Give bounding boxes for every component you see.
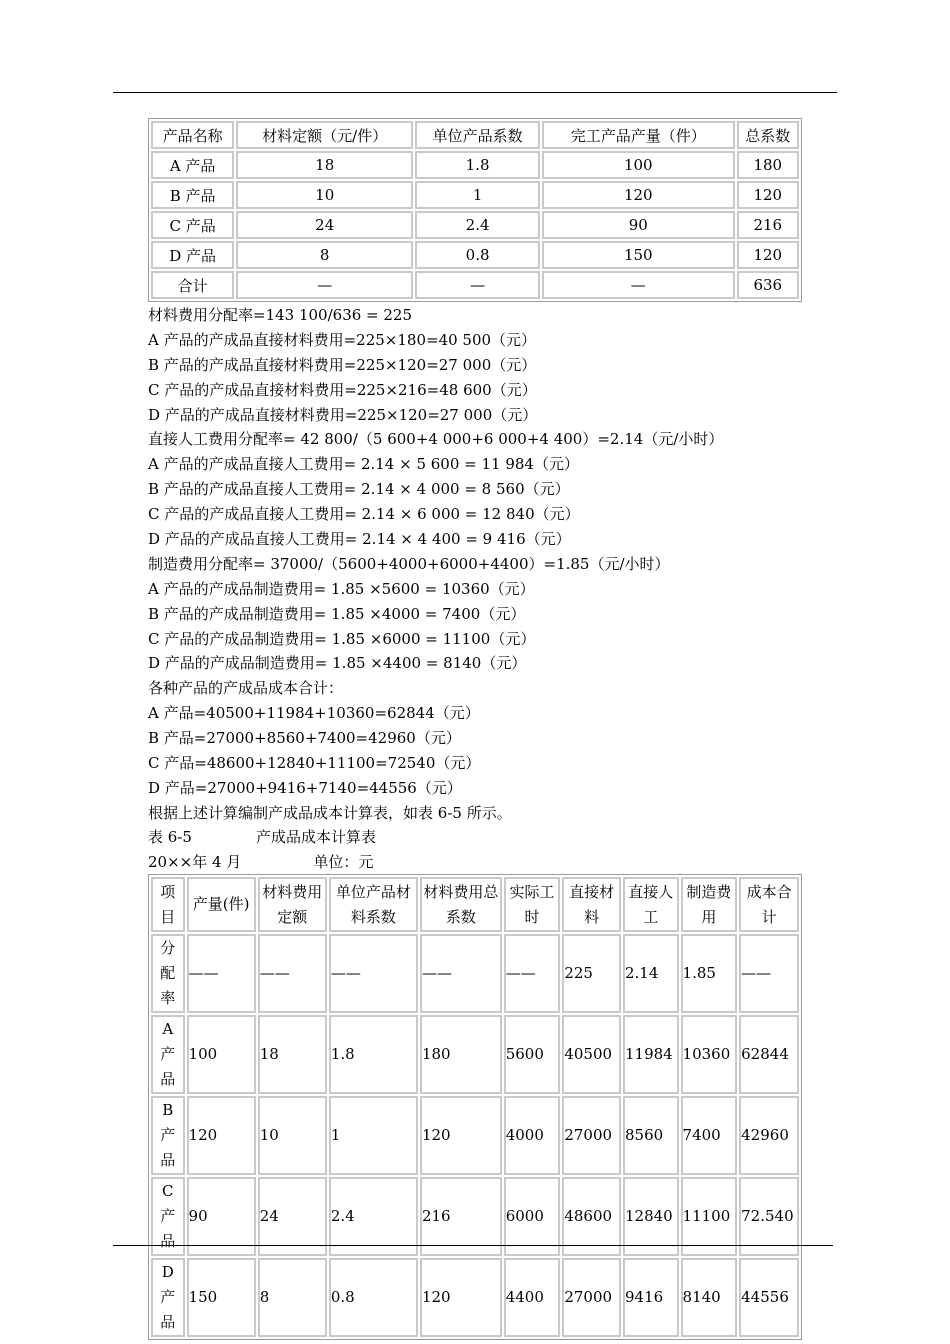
- text-line: D 产品的产成品制造费用= 1.85 ×4400 = 8140（元）: [148, 654, 527, 673]
- table-cell: 6000: [504, 1177, 561, 1256]
- table-row: [151, 211, 799, 239]
- table-cell: 150: [187, 1258, 256, 1337]
- table-cell: 27000: [562, 1258, 621, 1337]
- table-cell: 8: [258, 1258, 327, 1337]
- table-cell: A 产品: [151, 151, 234, 179]
- table-row: [151, 151, 799, 179]
- table-cell: 120: [187, 1096, 256, 1175]
- column-header: 单位产品材料系数: [329, 877, 418, 932]
- table-date: 20××年 4 月: [148, 853, 242, 871]
- table-cell: 150: [542, 241, 735, 269]
- row-label: B 产品: [151, 1096, 185, 1175]
- column-header: 材料定额（元/件）: [236, 121, 413, 149]
- table-cell: 2.14: [623, 934, 679, 1013]
- table-cell: 90: [187, 1177, 256, 1256]
- text-line: D 产品=27000+9416+7140=44556（元）: [148, 778, 462, 797]
- table-cell: 100: [542, 151, 735, 179]
- table-cell: 636: [737, 271, 799, 299]
- table-header-row: [151, 121, 799, 149]
- calculation-text: [148, 303, 828, 826]
- text-line: D 产品的产成品直接材料费用=225×120=27 000（元）: [148, 405, 538, 424]
- table-cell: 0.8: [329, 1258, 418, 1337]
- text-line: B 产品的产成品直接人工费用= 2.14 × 4 000 = 8 560（元）: [148, 480, 570, 499]
- table-row: [151, 934, 799, 1013]
- table-cell: 18: [258, 1015, 327, 1094]
- text-line: C 产品的产成品直接材料费用=225×216=48 600（元）: [148, 380, 537, 399]
- table-cell: 4000: [504, 1096, 561, 1175]
- column-header: 完工产品产量（件）: [542, 121, 735, 149]
- row-label: 分配率: [151, 934, 185, 1013]
- table-cell: 72.540: [739, 1177, 799, 1256]
- table-cell: 27000: [562, 1096, 621, 1175]
- text-line: 根据上述计算编制产成品成本计算表，如表 6-5 所示。: [148, 803, 512, 822]
- cost-calculation-table: [148, 874, 802, 1340]
- row-label: C 产品: [151, 1177, 185, 1256]
- column-header: 直接材料: [562, 877, 621, 932]
- column-header: 产品名称: [151, 121, 234, 149]
- column-header: 项目: [151, 877, 185, 932]
- table-cell: 8140: [681, 1258, 738, 1337]
- table-subcaption: [148, 851, 373, 872]
- table-cell: D 产品: [151, 241, 234, 269]
- table-cell: 180: [420, 1015, 502, 1094]
- column-header: 产量(件): [187, 877, 256, 932]
- table-cell: 120: [542, 181, 735, 209]
- table-cell: —: [236, 271, 413, 299]
- table-cell: 1: [415, 181, 540, 209]
- table-cell: 120: [420, 1096, 502, 1175]
- text-line: 材料费用分配率=143 100/636 = 225: [148, 306, 413, 324]
- text-line: C 产品的产成品制造费用= 1.85 ×6000 = 11100（元）: [148, 629, 536, 648]
- table-cell: B 产品: [151, 181, 234, 209]
- table-cell: 120: [420, 1258, 502, 1337]
- table-cell: 7400: [681, 1096, 738, 1175]
- table-cell: 42960: [739, 1096, 799, 1175]
- text-line: C 产品=48600+12840+11100=72540（元）: [148, 754, 481, 773]
- table-cell: 10360: [681, 1015, 738, 1094]
- table-cell: 1: [329, 1096, 418, 1175]
- table-cell: 216: [737, 211, 799, 239]
- table-cell: ——: [739, 934, 799, 1013]
- column-header: 成本合计: [739, 877, 799, 932]
- table-cell: ——: [504, 934, 561, 1013]
- table-cell: 0.8: [415, 241, 540, 269]
- table-cell: 225: [562, 934, 621, 1013]
- table-total-row: [151, 271, 799, 299]
- table-cell: —: [415, 271, 540, 299]
- column-header: 制造费用: [681, 877, 738, 932]
- table-cell: 2.4: [329, 1177, 418, 1256]
- text-line: 制造费用分配率= 37000/（5600+4000+6000+4400）=1.85（元/小时）: [148, 554, 670, 573]
- table-cell: ——: [329, 934, 418, 1013]
- text-line: D 产品的产成品直接人工费用= 2.14 × 4 400 = 9 416（元）: [148, 530, 571, 549]
- table-cell: 18: [236, 151, 413, 179]
- table-cell: 1.8: [329, 1015, 418, 1094]
- coefficient-table: [148, 118, 802, 302]
- text-line: B 产品的产成品制造费用= 1.85 ×4000 = 7400（元）: [148, 604, 526, 623]
- table-cell: 2.4: [415, 211, 540, 239]
- column-header: 总系数: [737, 121, 799, 149]
- row-label: D 产品: [151, 1258, 185, 1337]
- text-line: B 产品的产成品直接材料费用=225×120=27 000（元）: [148, 355, 537, 374]
- table-title: 产成品成本计算表: [255, 828, 376, 846]
- table-cell: 120: [737, 181, 799, 209]
- table-cell: 8560: [623, 1096, 679, 1175]
- table-cell: 44556: [739, 1258, 799, 1337]
- text-line: 直接人工费用分配率= 42 800/（5 600+4 000+6 000+4 400）=2.14（元/小时）: [148, 430, 724, 449]
- table-row: [151, 1015, 799, 1094]
- table-cell: 180: [737, 151, 799, 179]
- text-line: B 产品=27000+8560+7400=42960（元）: [148, 729, 461, 748]
- text-line: A 产品的产成品制造费用= 1.85 ×5600 = 10360（元）: [148, 579, 535, 598]
- table-cell: 5600: [504, 1015, 561, 1094]
- table-cell: 120: [737, 241, 799, 269]
- table-cell: 10: [258, 1096, 327, 1175]
- text-line: A 产品的产成品直接人工费用= 2.14 × 5 600 = 11 984（元）: [148, 455, 579, 474]
- footer-rule: [113, 1245, 833, 1246]
- table-cell: 24: [258, 1177, 327, 1256]
- table-cell: —: [542, 271, 735, 299]
- table-cell: 216: [420, 1177, 502, 1256]
- text-line: 各种产品的产成品成本合计：: [148, 679, 344, 698]
- table-cell: 8: [236, 241, 413, 269]
- column-header: 实际工时: [504, 877, 561, 932]
- table-cell: 11984: [623, 1015, 679, 1094]
- table-caption: [148, 826, 376, 847]
- table-cell: 11100: [681, 1177, 738, 1256]
- column-header: 材料费用总系数: [420, 877, 502, 932]
- text-line: C 产品的产成品直接人工费用= 2.14 × 6 000 = 12 840（元）: [148, 505, 580, 524]
- table-cell: C 产品: [151, 211, 234, 239]
- table-cell: 1.8: [415, 151, 540, 179]
- column-header: 材料费用定额: [258, 877, 327, 932]
- table-cell: ——: [187, 934, 256, 1013]
- table-row: [151, 1258, 799, 1337]
- table-cell: 100: [187, 1015, 256, 1094]
- table-row: [151, 1096, 799, 1175]
- table-cell: 10: [236, 181, 413, 209]
- text-line: A 产品的产成品直接材料费用=225×180=40 500（元）: [148, 330, 537, 349]
- column-header: 直接人工: [623, 877, 679, 932]
- table-cell: 4400: [504, 1258, 561, 1337]
- table-cell: 9416: [623, 1258, 679, 1337]
- text-line: A 产品=40500+11984+10360=62844（元）: [148, 704, 480, 723]
- table-cell: ——: [420, 934, 502, 1013]
- table-cell: 62844: [739, 1015, 799, 1094]
- table-row: [151, 241, 799, 269]
- table-cell: ——: [258, 934, 327, 1013]
- column-header: 单位产品系数: [415, 121, 540, 149]
- header-rule: [113, 92, 837, 93]
- table-number: 表 6-5: [148, 828, 192, 846]
- table-cell: 90: [542, 211, 735, 239]
- table-cell: 12840: [623, 1177, 679, 1256]
- table-unit: 单位：元: [313, 853, 374, 871]
- table-cell: 24: [236, 211, 413, 239]
- row-label: A 产品: [151, 1015, 185, 1094]
- table-cell: 1.85: [681, 934, 738, 1013]
- table-cell: 48600: [562, 1177, 621, 1256]
- table-cell: 40500: [562, 1015, 621, 1094]
- table-header-row: [151, 877, 799, 932]
- table-row: [151, 181, 799, 209]
- table-cell: 合计: [151, 271, 234, 299]
